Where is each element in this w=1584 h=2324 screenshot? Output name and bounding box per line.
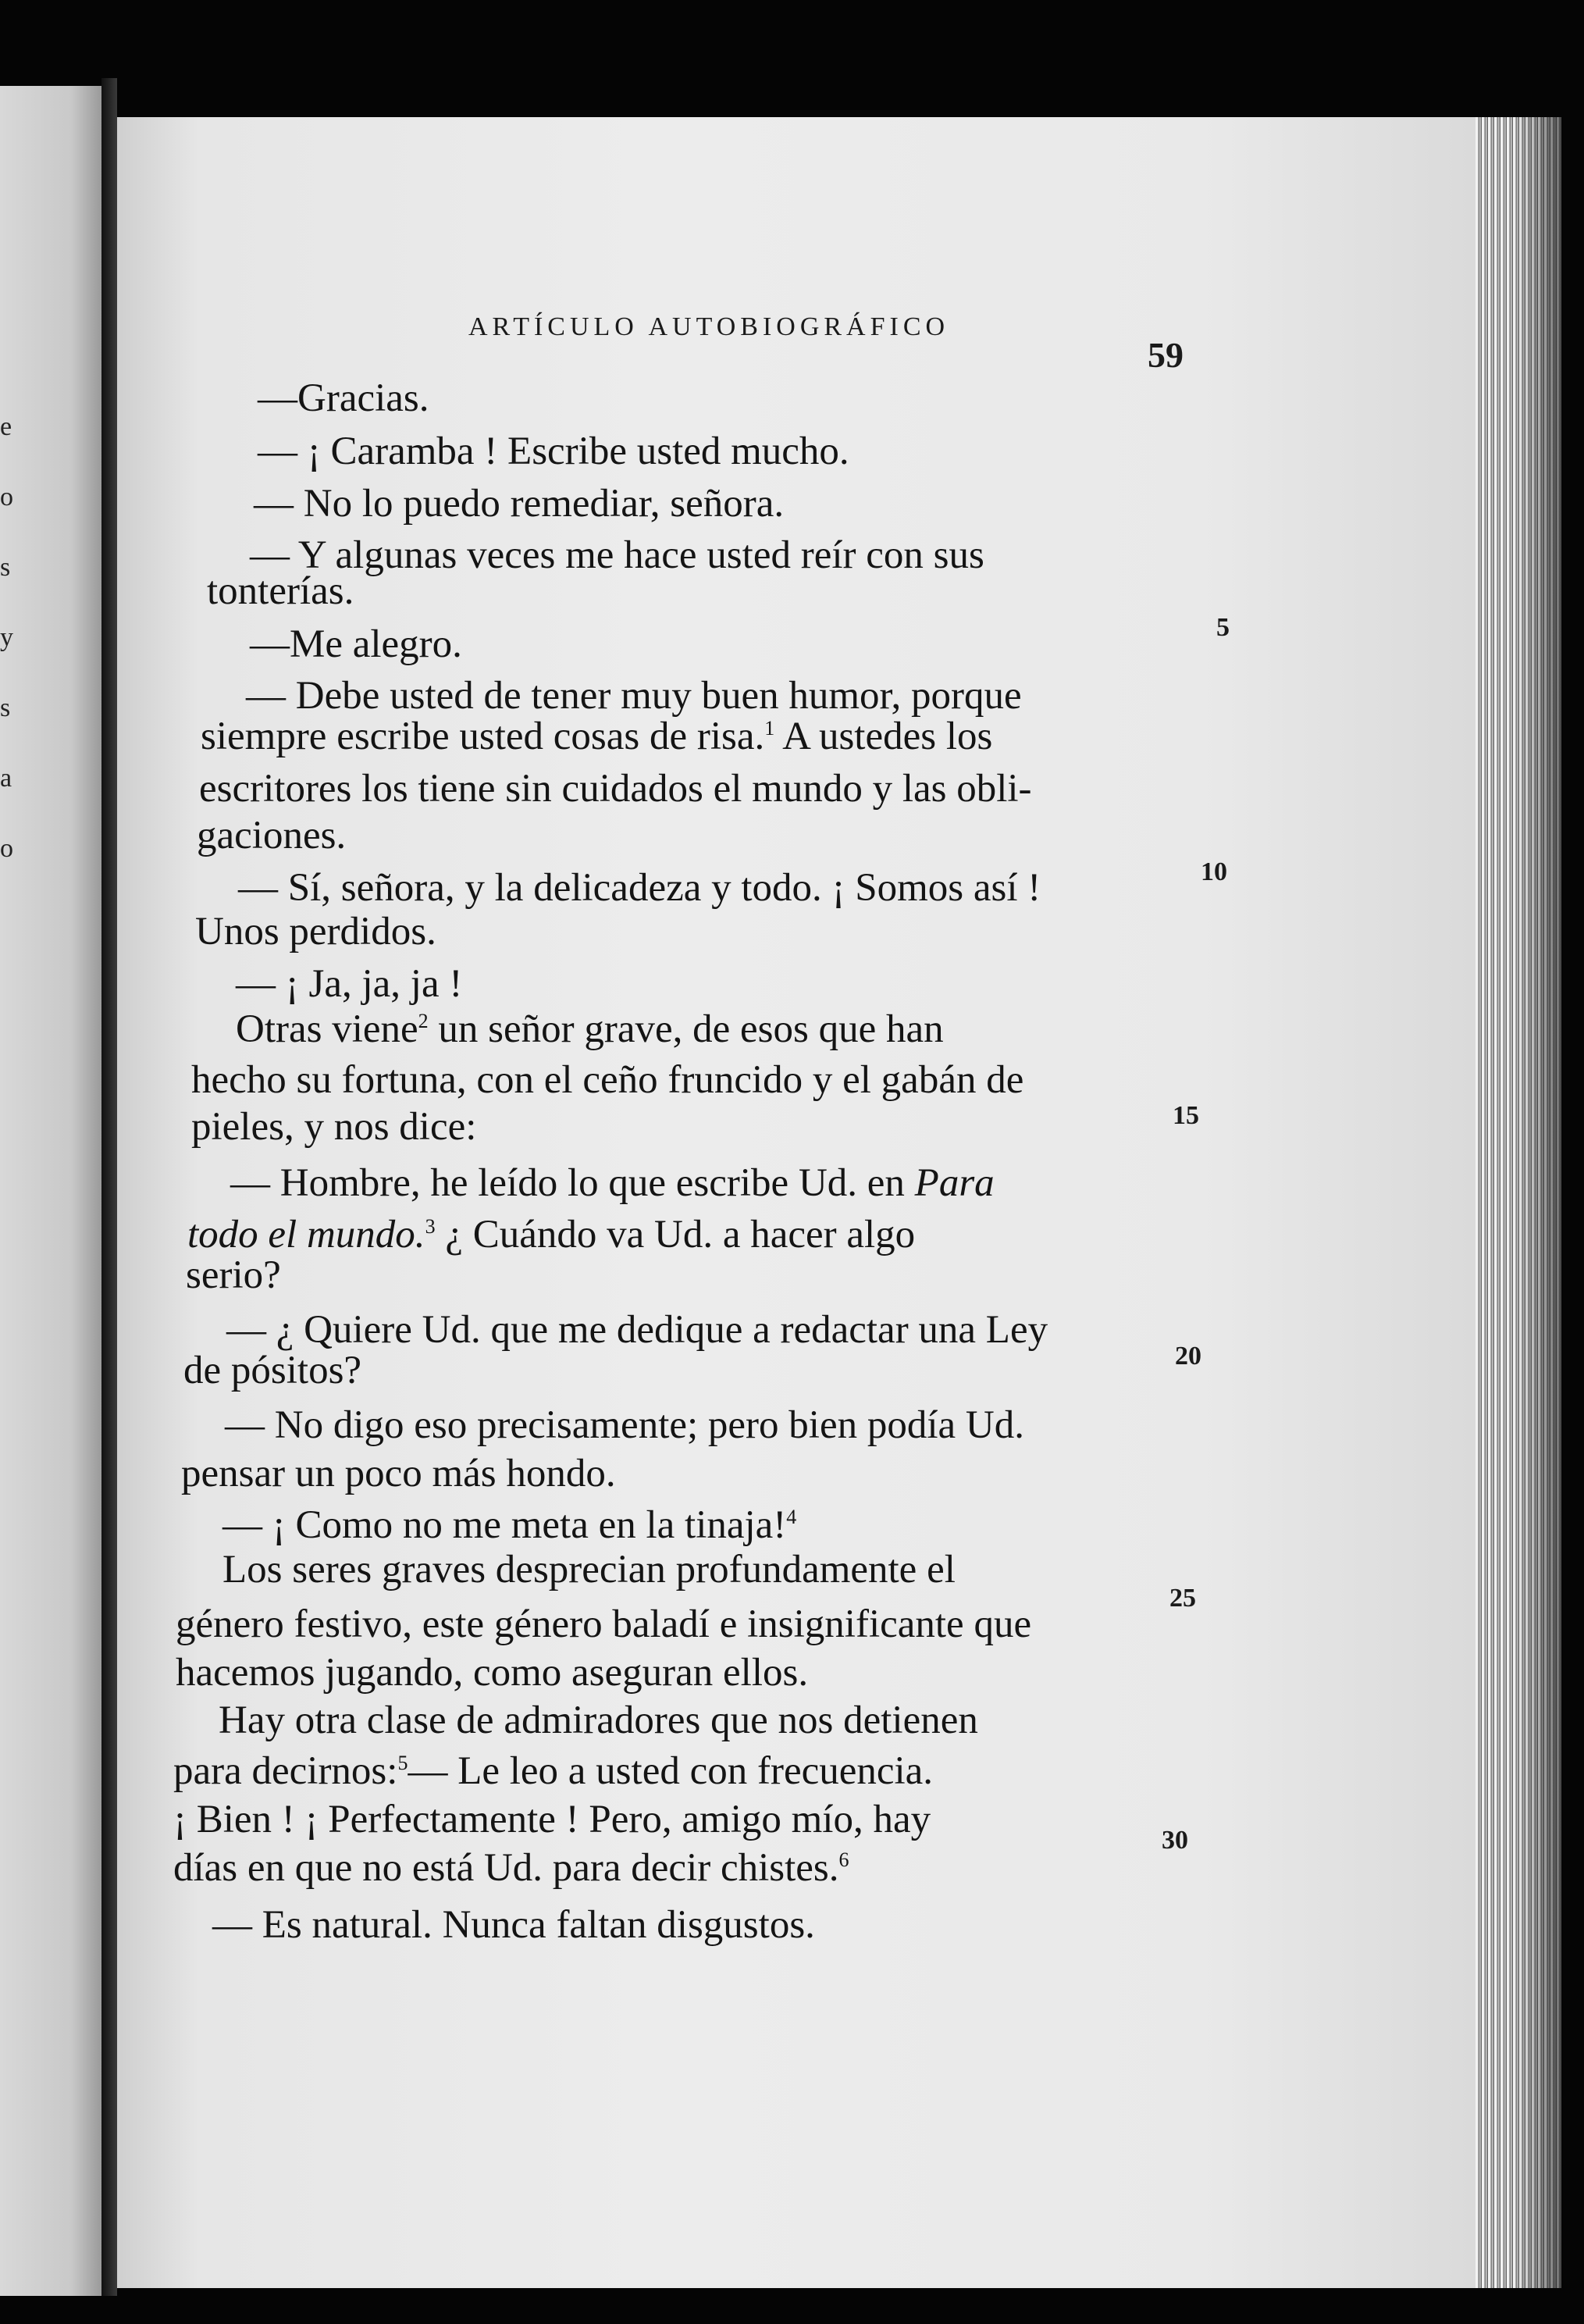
footnote-marker: 2 <box>418 1010 429 1032</box>
text-segment: siempre escribe usted cosas de risa. <box>201 715 765 758</box>
text-segment: un señor grave, de esos que han <box>428 1007 944 1051</box>
text-segment: ¿ Cuándo va Ud. a hacer algo <box>435 1213 916 1256</box>
text-line-20 <box>226 1310 1048 1350</box>
text-segment: — No digo eso precisamente; pero bien podía Ud. <box>225 1403 1024 1447</box>
text-segment: — Le leo a usted con frecuencia. <box>408 1749 934 1793</box>
footnote-marker: 1 <box>764 717 775 740</box>
text-line-27 <box>176 1653 808 1693</box>
book-gutter <box>101 78 117 2296</box>
text-line-13 <box>236 964 462 1004</box>
text-line-11 <box>238 868 1041 908</box>
left-edge-char: o <box>0 834 13 863</box>
text-segment: — Sí, señora, y la delicadeza y todo. ¡ Somos así ! <box>238 866 1041 910</box>
text-line-18 <box>187 1215 915 1255</box>
text-segment: Unos perdidos. <box>195 910 436 953</box>
text-line-7 <box>246 676 1022 716</box>
line-number-10: 10 <box>1201 857 1227 886</box>
text-segment: — ¡ Ja, ja, ja ! <box>236 962 463 1006</box>
text-segment: Otras viene <box>236 1007 418 1051</box>
running-title: ARTÍCULO AUTOBIOGRÁFICO <box>468 312 950 341</box>
left-page-edge-characters <box>0 414 19 906</box>
text-segment: A ustedes los <box>774 715 993 758</box>
text-line-30 <box>173 1800 931 1840</box>
left-edge-char: s <box>0 693 11 722</box>
text-segment: serio? <box>186 1253 281 1297</box>
text-line-16 <box>191 1107 476 1147</box>
line-number-15: 15 <box>1173 1101 1199 1130</box>
text-segment: — ¡ Como no me meta en la tinaja! <box>222 1503 787 1547</box>
text-segment: tonterías. <box>207 569 354 613</box>
text-segment: — Debe usted de tener muy buen humor, porque <box>246 674 1022 718</box>
text-line-2 <box>258 432 849 472</box>
text-line-29 <box>173 1749 934 1793</box>
text-segment: hecho su fortuna, con el ceño fruncido y el gabán de <box>191 1058 1024 1102</box>
text-line-5 <box>207 569 354 613</box>
line-number-30: 30 <box>1162 1826 1188 1855</box>
text-line-25 <box>222 1550 956 1590</box>
footnote-marker: 5 <box>397 1752 408 1774</box>
line-number-20: 20 <box>1175 1342 1201 1371</box>
text-line-3 <box>254 484 784 524</box>
italic-text: todo el mundo. <box>187 1213 425 1256</box>
left-edge-char: o <box>0 483 13 511</box>
text-segment: —Gracias. <box>258 376 429 420</box>
line-number-25: 25 <box>1169 1584 1196 1613</box>
text-segment: — Es natural. Nunca faltan disgustos. <box>212 1903 815 1947</box>
footnote-marker: 3 <box>425 1215 436 1238</box>
text-segment: escritores los tiene sin cuidados el mundo y las obli- <box>199 767 1032 811</box>
footnote-marker: 4 <box>786 1506 797 1528</box>
left-edge-char: s <box>0 553 11 582</box>
text-segment: — Y algunas veces me hace usted reír con sus <box>250 533 984 577</box>
text-line-31 <box>173 1848 849 1888</box>
text-line-22 <box>225 1403 1024 1447</box>
italic-text: Para <box>914 1161 995 1205</box>
text-segment: — No lo puedo remediar, señora. <box>254 482 785 526</box>
text-line-32 <box>212 1905 815 1945</box>
text-segment: Hay otra clase de admiradores que nos detienen <box>219 1698 978 1742</box>
page-stack-shadow <box>1515 117 1561 2288</box>
text-line-1 <box>258 376 429 420</box>
text-segment: para decirnos: <box>173 1749 398 1793</box>
text-line-12 <box>195 912 436 952</box>
text-line-8 <box>201 717 992 757</box>
line-number-5: 5 <box>1216 613 1230 642</box>
left-edge-char: y <box>0 623 13 652</box>
text-line-23 <box>181 1454 616 1494</box>
text-segment: de pósitos? <box>183 1349 362 1392</box>
text-line-26 <box>176 1602 1032 1646</box>
text-segment: hacemos jugando, como aseguran ellos. <box>176 1651 809 1695</box>
text-line-17 <box>230 1161 995 1205</box>
text-segment: — ¿ Quiere Ud. que me dedique a redactar una Ley <box>226 1308 1048 1352</box>
left-edge-char: e <box>0 412 12 441</box>
text-segment: — Hombre, he leído lo que escribe Ud. en <box>230 1161 915 1205</box>
text-line-24 <box>222 1503 797 1547</box>
text-line-4 <box>250 533 984 577</box>
text-line-19 <box>186 1253 281 1297</box>
text-line-21 <box>183 1351 361 1391</box>
text-line-28 <box>219 1698 978 1742</box>
text-segment: gaciones. <box>197 814 347 857</box>
text-segment: género festivo, este género baladí e insignificante que <box>176 1602 1032 1646</box>
text-segment: —Me alegro. <box>250 622 462 666</box>
left-edge-char: a <box>0 764 12 793</box>
text-line-14 <box>236 1007 944 1051</box>
page-number: 59 <box>1148 335 1184 375</box>
text-segment: pieles, y nos dice: <box>191 1105 477 1149</box>
text-line-10 <box>197 816 346 856</box>
left-page-edge <box>0 86 101 2296</box>
text-segment: días en que no está Ud. para decir chistes. <box>173 1846 839 1890</box>
footnote-marker: 6 <box>838 1848 849 1871</box>
text-segment: pensar un poco más hondo. <box>181 1452 616 1495</box>
text-segment: ¡ Bien ! ¡ Perfectamente ! Pero, amigo mío, hay <box>173 1798 931 1841</box>
text-line-9 <box>199 769 1032 809</box>
text-segment: Los seres graves desprecian profundamente el <box>222 1548 956 1592</box>
text-line-15 <box>191 1060 1023 1100</box>
text-line-6 <box>250 622 462 666</box>
text-segment: — ¡ Caramba ! Escribe usted mucho. <box>258 430 849 473</box>
